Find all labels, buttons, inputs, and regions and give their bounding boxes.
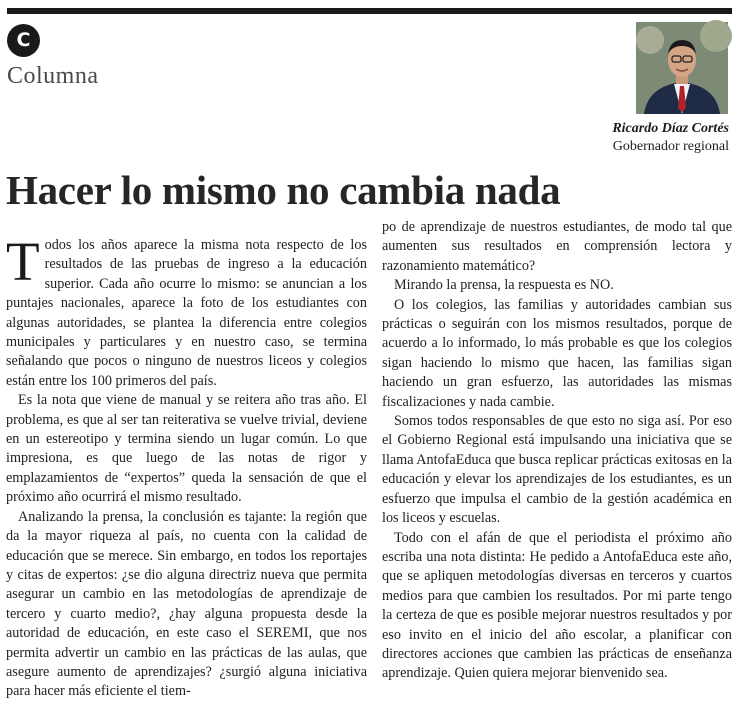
author-portrait-illustration [636, 22, 728, 114]
article-paragraph: Es la nota que viene de manual y se reitera año tras año. El problema, es que al ser tan reiterativa se vuelve trivial, deviene en un estereotipo y termina siendo un lugar común. Lo que impresiona, es que luego de las notas de rigor y emplazamientos de “expertos” queda la sensación de que el próximo año ocurrirá el mismo resultado. [6, 392, 367, 506]
top-rule [7, 8, 732, 14]
author-byline [612, 120, 729, 156]
section-badge: C [7, 24, 40, 57]
author-role: Gobernador regional [612, 139, 729, 154]
article-column-right [382, 218, 732, 684]
author-photo [636, 22, 728, 114]
article-column-left [6, 231, 367, 702]
article-paragraph: Mirando la prensa, la respuesta es NO. [394, 277, 614, 294]
article-headline: Hacer lo mismo no cambia nada [6, 167, 561, 213]
article-paragraph: Somos todos responsables de que esto no siga así. Por eso el Gobierno Regional está impulsando una iniciativa que se llama AntofaEduca que busca replicar prácticas exitosas en la educación y elevar los aprendizajes de los estudiantes, es un esfuerzo que impulsa el cambio de la gestión académica en los liceos y escuelas. [382, 413, 732, 527]
paragraph-text: odos los años aparece la misma nota respecto de los resultados de las pruebas de ingreso a la educación superior. Cada año ocurre lo mismo: se anuncian a los puntajes nacionales, aparece la foto de los estudiantes con algunas autoridades, se plantea la diferencia entre colegios municipales y particulares y en nuestro caso, se termina señalando que pocos o ninguno de nuestros liceos y colegios están entre los 100 primeros del país. [6, 237, 367, 389]
article-paragraph: O los colegios, las familias y autoridades cambian sus prácticas o seguirán con los mismos resultados, porque de acuerdo a lo informado, lo más probable es que los colegios sigan haciendo lo mismo que hacen, las familias sigan haciendo un gran esfuerzo, las autoridades las mismas fiscalizaciones y nada cambie. [382, 296, 732, 410]
drop-cap: T [6, 231, 40, 292]
article-paragraph [6, 231, 367, 391]
author-name: Ricardo Díaz Cortés [612, 121, 729, 136]
article-paragraph: Analizando la prensa, la conclusión es tajante: la región que da la mayor riqueza al país, no cuenta con la calidad de educación que se merece. Sin embargo, en todos los reportajes y citas de expertos: ¿se dio alguna directriz nueva que permita asegurar un cambio en las metodologías de aprendizaje de tercero y cuarto medio?, ¿hay alguna propuesta desde la autoridad de educación, en este caso el SEREMI, que nos permita advertir un cambio en las prácticas de las aulas, que asegure aumento de aprendizajes? ¿surgió alguna iniciativa para hacer más eficiente el tiem- [6, 508, 367, 700]
section-label: Columna [7, 63, 99, 89]
article-paragraph: po de aprendizaje de nuestros estudiantes, de modo tal que aumenten sus resultados en comprensión lectora y razonamiento matemático? [382, 219, 732, 274]
article-paragraph: Todo con el afán de que el periodista el próximo año escriba una nota distinta: He pedido a AntofaEduca este año, que se apliquen metodologías diversas en terceros y cuartos medios para que cambien los resultados. Por mi parte tengo la certeza de que es posible mejorar nuestros resultados y por eso invito en el inicio del año escolar, a planificar con directores acciones que cambien las prácticas de enseñanza aprendizaje. Quien quiera mejorar bienvenido sea. [382, 529, 732, 682]
